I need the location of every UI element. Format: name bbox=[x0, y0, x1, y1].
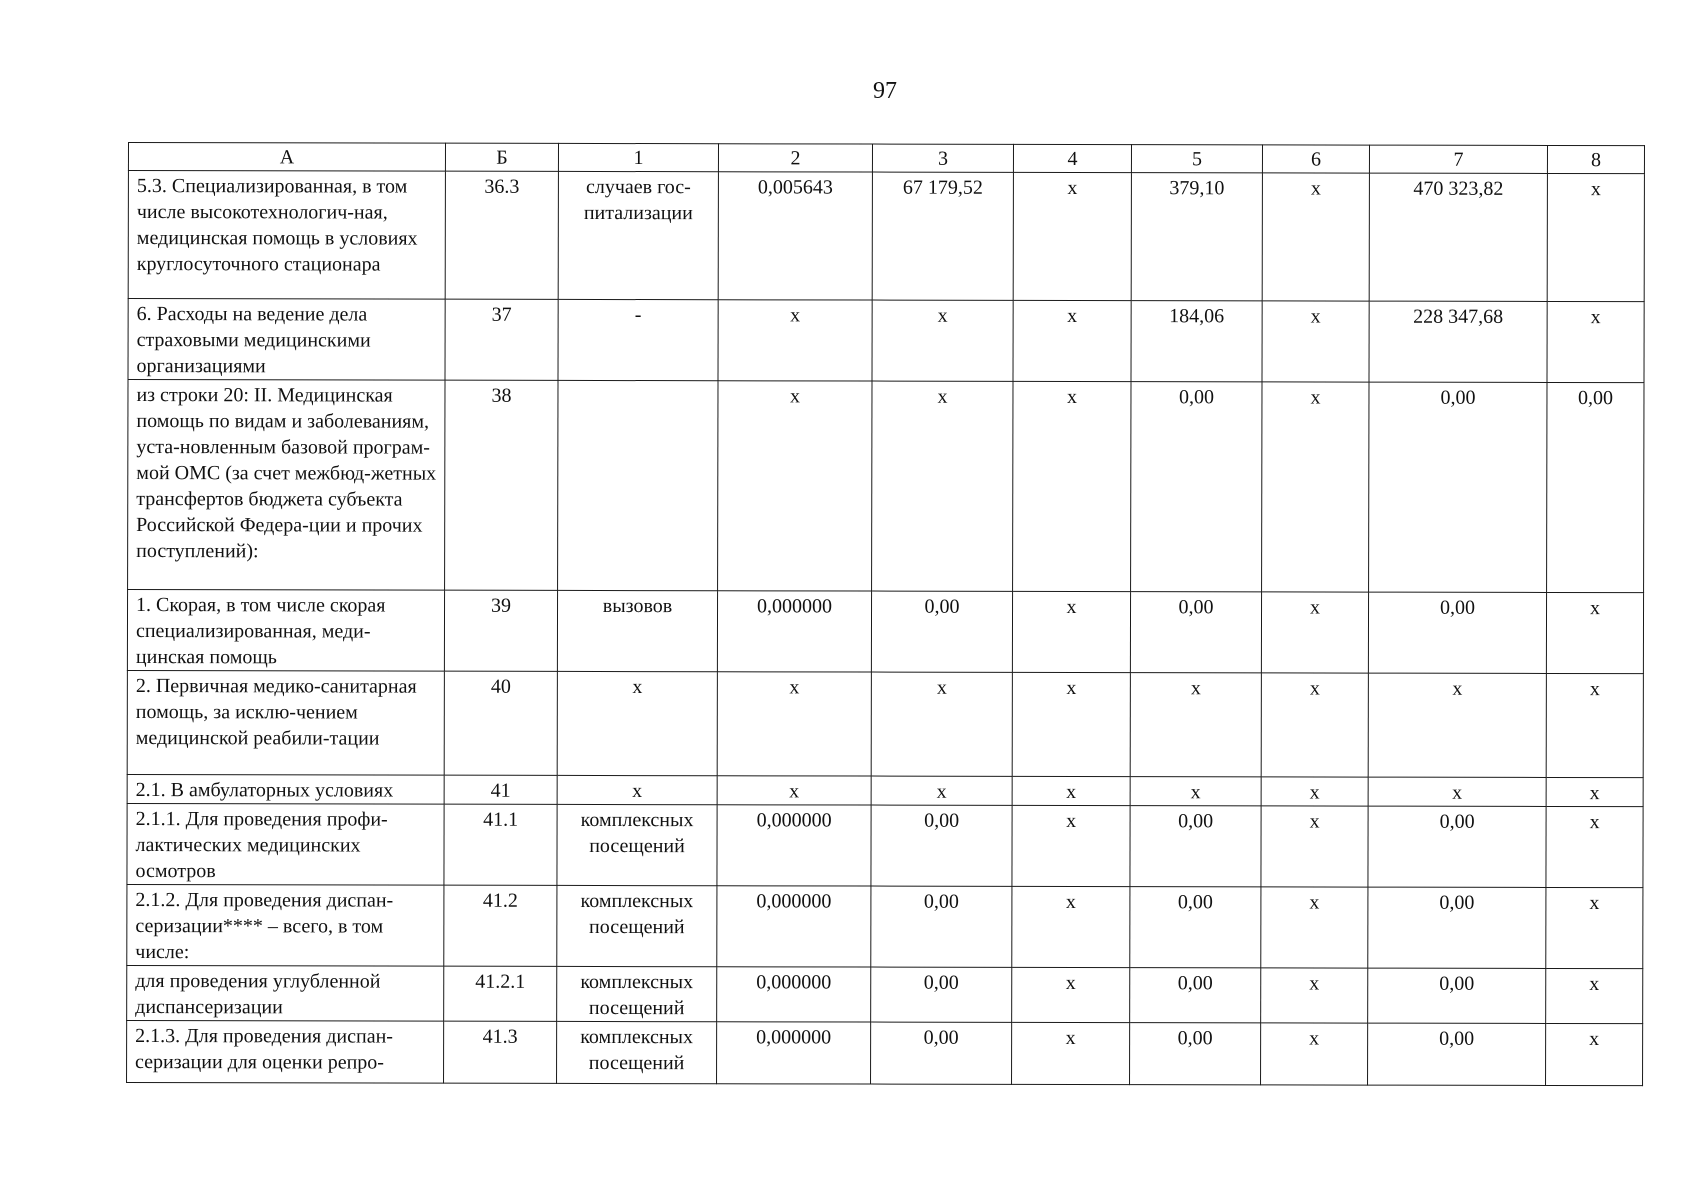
report-sheet bbox=[126, 142, 1644, 1086]
row-col-6: x bbox=[1262, 301, 1369, 382]
row-col-5: 0,00 bbox=[1130, 806, 1261, 887]
table-row bbox=[127, 774, 1643, 806]
row-col-2: 0,005643 bbox=[718, 172, 872, 300]
row-col-8: x bbox=[1546, 806, 1643, 887]
row-col-3: 0,00 bbox=[871, 967, 1012, 1022]
row-col-3: 0,00 bbox=[871, 591, 1012, 672]
row-col-5: 0,00 bbox=[1131, 382, 1262, 592]
row-unit: x bbox=[557, 775, 717, 804]
row-col-3: 0,00 bbox=[871, 886, 1012, 967]
row-col-5: 0,00 bbox=[1130, 887, 1261, 968]
row-col-5: 0,00 bbox=[1130, 1023, 1261, 1085]
row-code: 36.3 bbox=[445, 171, 558, 299]
row-col-7: 0,00 bbox=[1369, 382, 1547, 592]
row-col-6: x bbox=[1261, 1023, 1368, 1085]
row-col-4: x bbox=[1012, 967, 1130, 1022]
row-col-7: 228 347,68 bbox=[1369, 301, 1547, 382]
table-row bbox=[128, 299, 1644, 383]
row-col-8: x bbox=[1546, 968, 1643, 1023]
row-code: 37 bbox=[445, 299, 558, 380]
row-unit: случаев гос-питализации bbox=[558, 171, 718, 299]
row-col-8: x bbox=[1546, 592, 1643, 673]
row-col-4: x bbox=[1012, 805, 1130, 886]
row-name: из строки 20: II. Медицинская помощь по видам и заболеваниям, уста-новленным базовой програм-мой ОМС (за счет межбюд-жетных трансфертов бюджета субъекта Российской Федера-ции и прочих поступлений): bbox=[128, 380, 445, 591]
row-col-3: x bbox=[872, 300, 1013, 381]
row-code: 41.1 bbox=[444, 804, 557, 885]
header-cell-7: 7 bbox=[1369, 145, 1547, 173]
row-name: 2. Первичная медико-санитарная помощь, за исклю-чением медицинской реабили-тации bbox=[127, 670, 444, 775]
row-col-3: 0,00 bbox=[871, 1022, 1012, 1084]
row-code: 41.2 bbox=[444, 885, 557, 966]
row-code: 41.2.1 bbox=[444, 966, 557, 1021]
row-col-4: x bbox=[1013, 381, 1131, 591]
row-col-2: 0,000000 bbox=[717, 591, 871, 672]
row-code: 39 bbox=[444, 590, 557, 671]
row-col-7: 0,00 bbox=[1368, 592, 1546, 673]
header-cell-6: 6 bbox=[1262, 145, 1369, 173]
row-col-2: 0,000000 bbox=[717, 805, 871, 886]
header-cell-1: 1 bbox=[558, 143, 718, 171]
row-col-5: 379,10 bbox=[1131, 173, 1262, 301]
row-col-2: x bbox=[718, 381, 872, 591]
row-col-8: x bbox=[1546, 1023, 1643, 1085]
row-col-6: x bbox=[1261, 592, 1368, 673]
header-row bbox=[128, 143, 1644, 174]
row-unit: комплексных посещений bbox=[557, 966, 717, 1021]
row-col-6: x bbox=[1262, 382, 1369, 592]
row-col-7: x bbox=[1368, 673, 1546, 777]
row-col-4: x bbox=[1012, 886, 1130, 967]
row-col-8: x bbox=[1546, 887, 1643, 968]
row-col-3: 67 179,52 bbox=[872, 172, 1013, 300]
row-name: 6. Расходы на ведение дела страховыми медицинскими организациями bbox=[128, 299, 445, 381]
row-col-7: 470 323,82 bbox=[1369, 173, 1547, 301]
row-unit: комплексных посещений bbox=[557, 804, 717, 885]
row-code: 41 bbox=[444, 775, 557, 804]
row-code: 40 bbox=[444, 671, 557, 775]
row-col-6: x bbox=[1261, 968, 1368, 1023]
row-col-6: x bbox=[1261, 887, 1368, 968]
row-name: для проведения углубленной диспансеризации bbox=[127, 965, 444, 1021]
row-col-5: 184,06 bbox=[1131, 301, 1262, 382]
row-unit: вызовов bbox=[557, 590, 717, 671]
row-col-6: x bbox=[1262, 173, 1369, 301]
header-cell-8: 8 bbox=[1547, 145, 1644, 173]
row-col-5: x bbox=[1130, 777, 1261, 806]
table-row bbox=[127, 803, 1643, 887]
table-row bbox=[127, 590, 1643, 674]
table-row bbox=[127, 965, 1643, 1023]
page-number: 97 bbox=[873, 78, 897, 104]
row-col-5: x bbox=[1130, 673, 1261, 777]
row-code: 38 bbox=[445, 380, 558, 590]
data-table bbox=[126, 142, 1645, 1086]
row-col-3: x bbox=[871, 672, 1012, 776]
row-unit: x bbox=[557, 671, 717, 775]
header-cell-a: А bbox=[128, 143, 445, 172]
header-cell-3: 3 bbox=[872, 144, 1013, 172]
row-name: 2.1.3. Для проведения диспан-серизации для оценки репро- bbox=[127, 1020, 444, 1083]
row-unit: - bbox=[558, 299, 718, 380]
row-col-8: x bbox=[1547, 301, 1644, 382]
header-cell-b: Б bbox=[445, 143, 558, 171]
table-row bbox=[127, 1020, 1643, 1085]
row-col-3: 0,00 bbox=[871, 805, 1012, 886]
row-col-4: x bbox=[1012, 1022, 1130, 1084]
header-cell-4: 4 bbox=[1013, 144, 1131, 172]
row-col-8: x bbox=[1546, 777, 1643, 806]
row-unit bbox=[558, 380, 718, 590]
row-col-7: 0,00 bbox=[1368, 887, 1546, 968]
row-col-8: x bbox=[1547, 173, 1644, 301]
row-col-7: 0,00 bbox=[1368, 968, 1546, 1023]
header-cell-5: 5 bbox=[1131, 145, 1262, 173]
table-row bbox=[127, 670, 1643, 777]
row-col-2: 0,000000 bbox=[717, 967, 871, 1022]
row-col-6: x bbox=[1261, 806, 1368, 887]
row-col-5: 0,00 bbox=[1130, 968, 1261, 1023]
row-name: 2.1.1. Для проведения профи-лактических медицинских осмотров bbox=[127, 803, 444, 885]
row-col-7: x bbox=[1368, 777, 1546, 806]
row-code: 41.3 bbox=[444, 1021, 557, 1083]
row-col-2: 0,000000 bbox=[717, 1022, 871, 1084]
row-col-6: x bbox=[1261, 673, 1368, 777]
row-col-4: x bbox=[1013, 300, 1131, 381]
row-name: 1. Скорая, в том числе скорая специализированная, меди-цинская помощь bbox=[127, 590, 444, 672]
row-col-4: x bbox=[1012, 672, 1130, 776]
table-row bbox=[127, 884, 1643, 968]
row-col-8: x bbox=[1546, 673, 1643, 777]
row-col-2: x bbox=[717, 776, 871, 805]
row-col-2: 0,000000 bbox=[717, 886, 871, 967]
row-col-3: x bbox=[872, 381, 1013, 591]
row-name: 2.1.2. Для проведения диспан-серизации**** – всего, в том числе: bbox=[127, 884, 444, 966]
row-name: 5.3. Специализированная, в том числе высокотехнологич-ная, медицинская помощь в условиях круглосуточного стационара bbox=[128, 171, 445, 300]
row-col-2: x bbox=[717, 672, 871, 776]
table-row bbox=[128, 380, 1644, 593]
row-col-6: x bbox=[1261, 777, 1368, 806]
row-unit: комплексных посещений bbox=[557, 885, 717, 966]
row-col-7: 0,00 bbox=[1368, 1023, 1546, 1085]
row-col-7: 0,00 bbox=[1368, 806, 1546, 887]
row-col-5: 0,00 bbox=[1130, 592, 1261, 673]
row-col-4: x bbox=[1012, 776, 1130, 805]
row-name: 2.1. В амбулаторных условиях bbox=[127, 774, 444, 804]
row-unit: комплексных посещений bbox=[557, 1021, 717, 1083]
row-col-4: x bbox=[1012, 591, 1130, 672]
row-col-3: x bbox=[871, 776, 1012, 805]
table-row bbox=[128, 171, 1644, 302]
row-col-2: x bbox=[718, 300, 872, 381]
row-col-4: x bbox=[1013, 172, 1131, 300]
row-col-8: 0,00 bbox=[1547, 382, 1644, 592]
header-cell-2: 2 bbox=[718, 144, 872, 172]
